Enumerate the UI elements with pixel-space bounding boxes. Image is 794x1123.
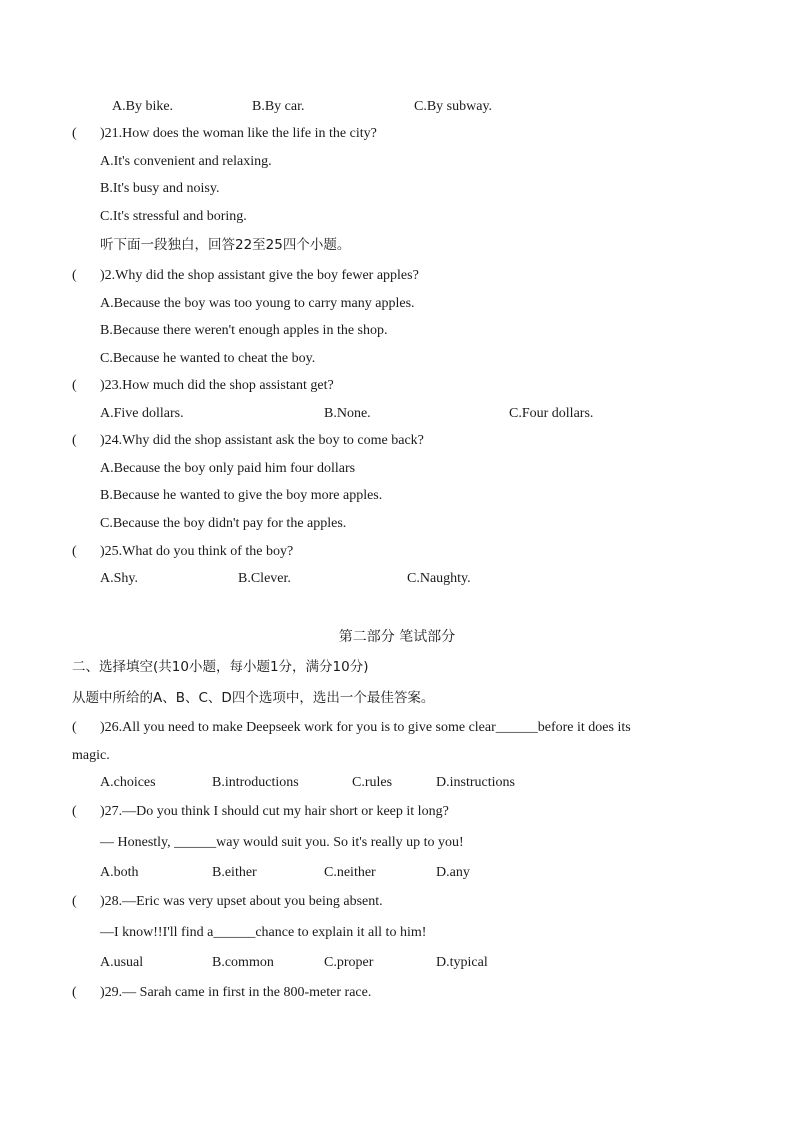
- q21-text: )21.How does the woman like the life in the city?: [100, 126, 377, 141]
- answer-bracket[interactable]: (: [72, 126, 77, 141]
- q20-option-b: B.By car.: [252, 99, 305, 114]
- q24-text: )24.Why did the shop assistant ask the boy to come back?: [100, 433, 424, 448]
- answer-bracket[interactable]: (: [72, 433, 77, 448]
- q28-option-a: A.usual: [100, 955, 144, 970]
- q29-text: )29.— Sarah came in first in the 800-meter race.: [100, 985, 372, 1000]
- q24-option-c: C.Because the boy didn't pay for the apples.: [100, 516, 347, 531]
- q25-option-b: B.Clever.: [238, 571, 291, 586]
- q28-option-d: D.typical: [436, 955, 488, 970]
- section2-title: 二、选择填空(共10小题，每小题1分，满分10分): [72, 659, 369, 675]
- answer-bracket[interactable]: (: [72, 894, 77, 909]
- q22-text: )2.Why did the shop assistant give the boy fewer apples?: [100, 268, 419, 283]
- q27-reply: — Honestly, ______way would suit you. So it's really up to you!: [100, 835, 464, 850]
- section2-instruction: 从题中所给的A、B、C、D四个选项中，选出一个最佳答案。: [72, 690, 435, 706]
- q28-option-c: C.proper: [324, 955, 374, 970]
- q21-option-c: C.It's stressful and boring.: [100, 209, 247, 224]
- q28-text: )28.—Eric was very upset about you being absent.: [100, 894, 383, 909]
- q23-option-c: C.Four dollars.: [509, 406, 594, 421]
- q23-text: )23.How much did the shop assistant get?: [100, 378, 334, 393]
- q27-option-a: A.both: [100, 865, 139, 880]
- q25-text: )25.What do you think of the boy?: [100, 544, 294, 559]
- q20-option-c: C.By subway.: [414, 99, 493, 114]
- part2-title: 第二部分 笔试部分: [338, 629, 456, 645]
- answer-bracket[interactable]: (: [72, 985, 77, 1000]
- q26-text: )26.All you need to make Deepseek work for you is to give some clear______before it does its: [100, 720, 631, 735]
- q25-option-c: C.Naughty.: [407, 571, 471, 586]
- q22-option-b: B.Because there weren't enough apples in the shop.: [100, 323, 388, 338]
- q21-option-b: B.It's busy and noisy.: [100, 181, 220, 196]
- q27-option-b: B.either: [212, 865, 257, 880]
- answer-bracket[interactable]: (: [72, 804, 77, 819]
- q24-option-a: A.Because the boy only paid him four dollars: [100, 461, 356, 476]
- q26-option-c: C.rules: [352, 775, 393, 790]
- q21-option-a: A.It's convenient and relaxing.: [100, 154, 272, 169]
- q28-option-b: B.common: [212, 955, 274, 970]
- answer-bracket[interactable]: (: [72, 268, 77, 283]
- answer-bracket[interactable]: (: [72, 378, 77, 393]
- answer-bracket[interactable]: (: [72, 720, 77, 735]
- q24-option-b: B.Because he wanted to give the boy more apples.: [100, 488, 383, 503]
- q23-option-b: B.None.: [324, 406, 371, 421]
- q26-option-a: A.choices: [100, 775, 156, 790]
- q25-option-a: A.Shy.: [100, 571, 138, 586]
- q27-text: )27.—Do you think I should cut my hair short or keep it long?: [100, 804, 449, 819]
- instruction-22-25: 听下面一段独白，回答22至25四个小题。: [100, 237, 351, 253]
- q26-option-d: D.instructions: [436, 775, 515, 790]
- q23-option-a: A.Five dollars.: [100, 406, 184, 421]
- q27-option-d: D.any: [436, 865, 470, 880]
- answer-bracket[interactable]: (: [72, 544, 77, 559]
- q20-option-a: A.By bike.: [112, 99, 174, 114]
- q22-option-a: A.Because the boy was too young to carry many apples.: [100, 296, 415, 311]
- q27-option-c: C.neither: [324, 865, 376, 880]
- q26-text-continued: magic.: [72, 748, 110, 763]
- q22-option-c: C.Because he wanted to cheat the boy.: [100, 351, 316, 366]
- q26-option-b: B.introductions: [212, 775, 299, 790]
- q28-reply: —I know!!I'll find a______chance to explain it all to him!: [100, 925, 427, 940]
